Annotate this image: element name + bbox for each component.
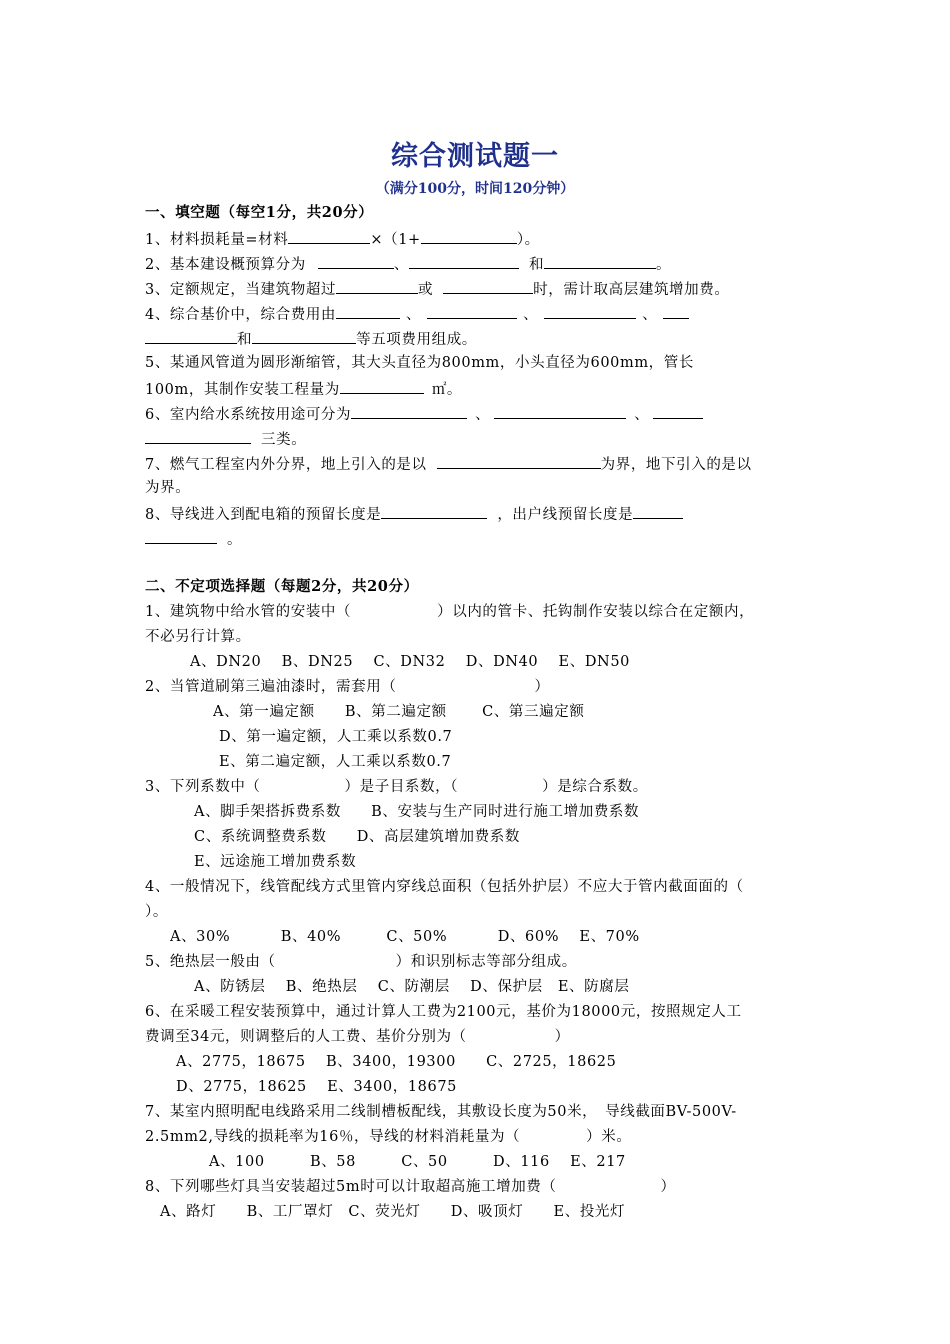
answer-blank[interactable] — [252, 328, 356, 344]
s2-q6-options-2: D、2775，18625 E、3400，18675 — [176, 1079, 457, 1095]
s2-q3-options-2: C、系统调整费系数 D、高层建筑增加费系数 — [194, 829, 520, 845]
s1-q4-text-f: 等五项费用组成。 — [356, 332, 477, 348]
s1-question-6-line-1 — [145, 403, 703, 425]
answer-blank[interactable] — [663, 303, 689, 319]
s1-question-5-line-1: 5、某通风管道为圆形渐缩管，其大头直径为800mm，小头直径为600mm，管长 — [145, 355, 694, 371]
s2-question-1-line-1 — [145, 602, 754, 622]
s1-q6-text-c: 、 — [634, 407, 650, 423]
section1-heading: 一、填空题（每空1分，共20分） — [145, 204, 374, 221]
s2-question-4-line-2: ）。 — [145, 904, 168, 920]
answer-blank[interactable] — [336, 278, 418, 294]
s2-q1-text-b: ）以内的管卡、托钩制作安装以综合在定额内， — [437, 604, 755, 620]
answer-blank[interactable] — [633, 503, 683, 519]
s1-q1-text-b: ×（1+ — [370, 232, 421, 248]
s2-q2-text-b: ） — [534, 679, 550, 695]
s1-q3-text-c: 时，需计取高层建筑增加费。 — [533, 282, 730, 298]
s2-question-5 — [145, 952, 577, 972]
s2-q4-options: A、30% B、40% C、50% D、60% E、70% — [170, 929, 640, 945]
s2-q3-options-3: E、远途施工增加费系数 — [194, 854, 357, 870]
answer-blank[interactable] — [421, 228, 517, 244]
answer-blank[interactable] — [351, 403, 467, 419]
s1-question-8-line-2 — [145, 528, 242, 550]
answer-blank[interactable] — [288, 228, 370, 244]
s1-q4-text-e: 和 — [237, 332, 253, 348]
s1-q6-text-a: 6、室内给水系统按用途可分为 — [145, 407, 352, 423]
s2-q7-options: A、100 B、58 C、50 D、116 E、217 — [209, 1154, 626, 1170]
s2-q3-options-1: A、脚手架搭拆费系数 B、安装与生产同时进行施工增加费系数 — [194, 804, 640, 820]
s1-q7-text-a: 7、燃气工程室内外分界，地上引入的是以 — [145, 457, 427, 473]
s2-q3-text-a: 3、下列系数中（ — [145, 779, 261, 795]
s2-question-7-line-2 — [145, 1127, 631, 1147]
answer-blank[interactable] — [544, 253, 656, 269]
s1-q1-text-c: ）。 — [516, 232, 540, 248]
answer-blank[interactable] — [145, 328, 237, 344]
s1-question-7-line-2: 为界。 — [145, 480, 191, 496]
s2-question-6-line-2 — [145, 1027, 570, 1047]
s1-q6-text-d: 三类。 — [261, 432, 307, 448]
s1-q2-text-c: 和 — [528, 257, 545, 273]
s2-question-2 — [145, 677, 550, 697]
s2-question-1-line-2: 不必另行计算。 — [145, 629, 251, 645]
answer-blank[interactable] — [318, 253, 394, 269]
s2-q7-text-c: ）米。 — [586, 1129, 632, 1145]
s1-q5-text-c: ㎡。 — [431, 382, 463, 398]
s2-q8-text-a: 8、下列哪些灯具当安装超过5m时可以计取超高施工增加费（ — [145, 1179, 557, 1195]
s1-q3-text-a: 3、定额规定，当建筑物超过 — [145, 282, 337, 298]
s1-question-6-line-2 — [145, 428, 306, 450]
s1-q1-text-a: 1、材料损耗量=材料 — [145, 232, 289, 248]
s1-question-3 — [145, 278, 729, 300]
s2-q5-text-b: ）和识别标志等部分组成。 — [395, 954, 577, 970]
s2-q2-options-2: D、第一遍定额，人工乘以系数0.7 — [219, 729, 453, 745]
s1-q8-text-b: ，出户线预留长度是 — [497, 507, 634, 523]
answer-blank[interactable] — [145, 528, 217, 544]
answer-blank[interactable] — [544, 303, 636, 319]
s1-q4-text-b: 、 — [406, 307, 422, 323]
s1-q6-text-b: 、 — [475, 407, 491, 423]
s1-q2-text-b: 、 — [393, 257, 409, 273]
answer-blank[interactable] — [437, 453, 601, 469]
s2-q6-text-c: ） — [554, 1029, 570, 1045]
s1-q7-text-b: 为界，地下引入的是以 — [600, 457, 752, 473]
s2-question-6-line-1: 6、在采暖工程安装预算中，通过计算人工费为2100元，基价为18000元，按照规定人工 — [145, 1004, 742, 1020]
document-title: 综合测试题一 — [391, 141, 559, 172]
s2-question-4-line-1: 4、一般情况下，线管配线方式里管内穿线总面积（包括外护层）不应大于管内截面面的（ — [145, 879, 744, 895]
s2-q6-options-1: A、2775，18675 B、3400，19300 C、2725，18625 — [176, 1054, 617, 1070]
s1-q4-text-d: 、 — [642, 307, 658, 323]
s2-q8-options: A、路灯 B、工厂罩灯 C、荧光灯 D、吸顶灯 E、投光灯 — [160, 1204, 626, 1220]
answer-blank[interactable] — [653, 403, 703, 419]
s1-q5-text-b: 100m，其制作安装工程量为 — [145, 382, 340, 398]
s2-q3-text-b: ）是子目系数，（ — [344, 779, 459, 795]
s1-q4-text-c: 、 — [523, 307, 539, 323]
answer-blank[interactable] — [336, 303, 400, 319]
section2-heading: 二、不定项选择题（每题2分，共20分） — [145, 578, 419, 595]
s1-question-5-line-2 — [145, 378, 462, 400]
s1-question-8-line-1 — [145, 503, 683, 525]
s1-q2-text-d: 。 — [656, 257, 672, 273]
s2-q5-text-a: 5、绝热层一般由（ — [145, 954, 276, 970]
document-subtitle: （满分100分，时间120分钟） — [375, 181, 575, 197]
s2-q5-options: A、防锈层 B、绝热层 C、防潮层 D、保护层 E、防腐层 — [194, 979, 630, 995]
s1-q8-text-c: 。 — [227, 532, 243, 548]
s1-q2-text-a: 2、基本建设概预算分为 — [145, 257, 306, 273]
s2-q2-text-a: 2、当管道刷第三遍油漆时，需套用（ — [145, 679, 397, 695]
s1-q8-text-a: 8、导线进入到配电箱的预留长度是 — [145, 507, 382, 523]
s2-q3-text-c: ）是综合系数。 — [542, 779, 648, 795]
answer-blank[interactable] — [494, 403, 626, 419]
s2-question-7-line-1: 7、某室内照明配电线路采用二线制槽板配线，其敷设长度为50米， 导线截面BV-500V- — [145, 1104, 737, 1120]
s2-q6-text-b: 费调至34元，则调整后的人工费、基价分别为（ — [145, 1029, 467, 1045]
s2-q8-text-b: ） — [660, 1179, 676, 1195]
answer-blank[interactable] — [427, 303, 517, 319]
s1-question-1 — [145, 228, 540, 250]
s2-question-8 — [145, 1177, 676, 1197]
s2-q1-options: A、DN20 B、DN25 C、DN32 D、DN40 E、DN50 — [190, 654, 630, 670]
s2-q7-text-b: 2.5mm2,导线的损耗率为16％，导线的材料消耗量为（ — [145, 1129, 521, 1145]
s1-question-4-line-1 — [145, 303, 689, 325]
answer-blank[interactable] — [381, 503, 487, 519]
s2-q2-options-3: E、第二遍定额，人工乘以系数0.7 — [219, 754, 452, 770]
s2-q1-text-a: 1、建筑物中给水管的安装中（ — [145, 604, 352, 620]
answer-blank[interactable] — [145, 428, 251, 444]
s2-question-3 — [145, 777, 648, 797]
answer-blank[interactable] — [409, 253, 519, 269]
s1-question-7-line-1 — [145, 453, 752, 475]
s1-q4-text-a: 4、综合基价中，综合费用由 — [145, 307, 337, 323]
s1-question-4-line-2 — [145, 328, 477, 350]
answer-blank[interactable] — [340, 378, 424, 394]
s1-q3-text-b: 或 — [418, 282, 434, 298]
s2-q2-options-1: A、第一遍定额 B、第二遍定额 C、第三遍定额 — [213, 704, 585, 720]
answer-blank[interactable] — [443, 278, 533, 294]
s1-question-2 — [145, 253, 671, 275]
